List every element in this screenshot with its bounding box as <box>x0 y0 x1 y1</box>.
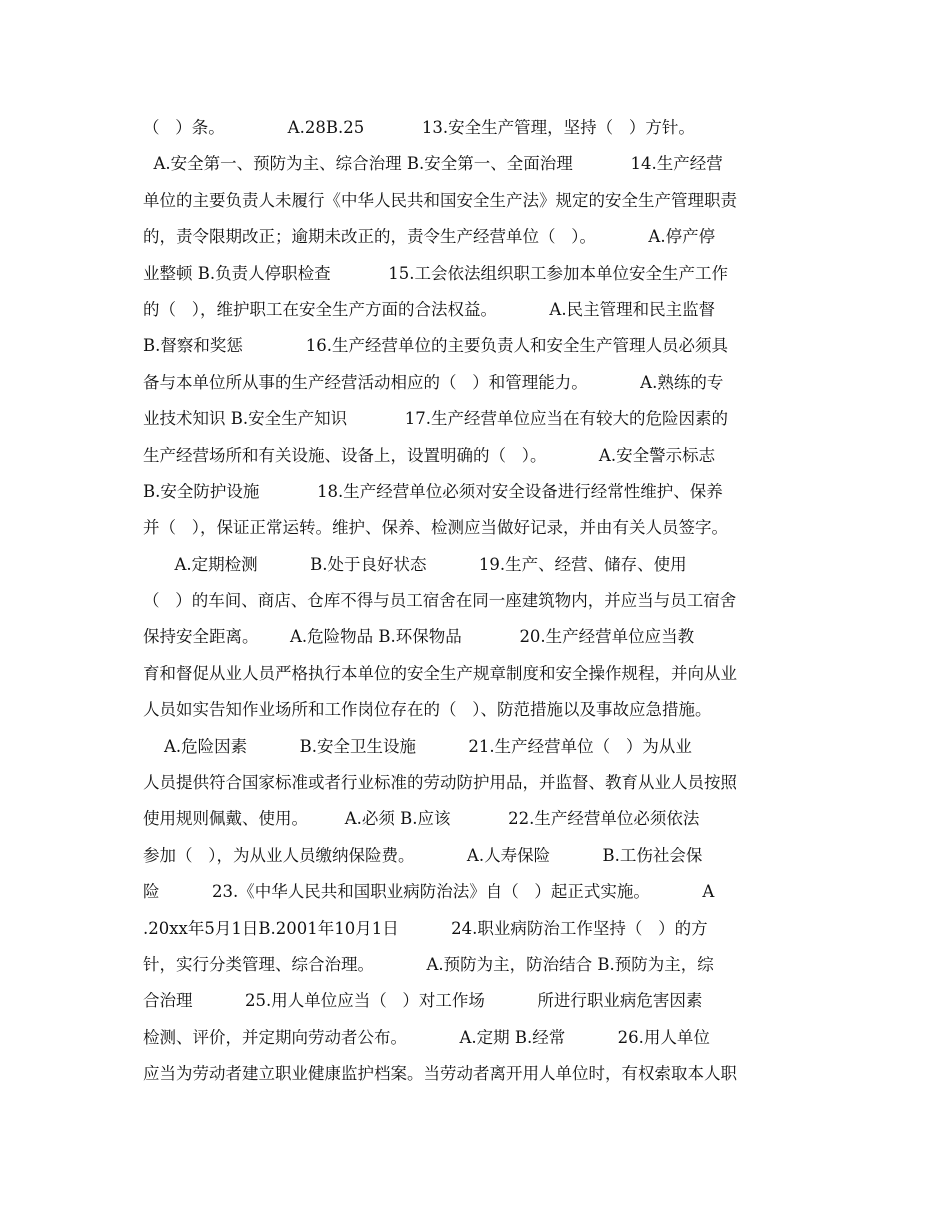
text-line: 并（ ），保证正常运转。维护、保养、检测应当做好记录，并由有关人员签字。 <box>143 518 728 538</box>
text-line: 参加（ ），为从业人员缴纳保险费。 A.人寿保险 B.工伤社会保 <box>143 845 703 865</box>
text-line: 业整顿 B.负责人停职检查 15.工会依法组织职工参加本单位安全生产工作 <box>143 263 729 283</box>
text-line: 单位的主要负责人未履行《中华人民共和国安全生产法》规定的安全生产管理职责 <box>143 190 737 210</box>
text-line: A.定期检测 B.处于良好状态 19.生产、经营、储存、使用 <box>143 554 687 574</box>
text-line: 育和督促从业人员严格执行本单位的安全生产规章制度和安全操作规程，并向从业 <box>143 663 737 683</box>
text-line: 人员如实告知作业场所和工作岗位存在的（ ）、防范措施以及事故应急措施。 <box>143 700 712 720</box>
text-line: A.安全第一、预防为主、综合治理 B.安全第一、全面治理 14.生产经营 <box>143 154 723 174</box>
text-line: 合治理 25.用人单位应当（ ）对工作场 所进行职业病危害因素 <box>143 991 703 1011</box>
text-line: 险 23.《中华人民共和国职业病防治法》自（ ）起正式实施。 A <box>143 882 715 902</box>
text-line: 的（ ），维护职工在安全生产方面的合法权益。 A.民主管理和民主监督 <box>143 299 716 319</box>
text-line: （ ）条。 A.28B.25 13.安全生产管理，坚持（ ）方针。 <box>143 118 695 137</box>
text-line: B.督察和奖惩 16.生产经营单位的主要负责人和安全生产管理人员必须具 <box>143 336 729 356</box>
text-line: （ ）的车间、商店、仓库不得与员工宿舍在同一座建筑物内，并应当与员工宿舍 <box>143 591 737 611</box>
text-line: 检测、评价，并定期向劳动者公布。 A.定期 B.经常 26.用人单位 <box>143 1027 710 1047</box>
text-line: B.安全防护设施 18.生产经营单位必须对安全设备进行经常性维护、保养 <box>143 481 723 501</box>
text-line: 应当为劳动者建立职业健康监护档案。当劳动者离开用人单位时，有权索取本人职 <box>143 1064 737 1084</box>
text-line: 备与本单位所从事的生产经营活动相应的（ ）和管理能力。 A.熟练的专 <box>143 372 724 392</box>
document-body <box>143 110 815 1093</box>
text-line: .20xx年5月1日B.2001年10月1日 24.职业病防治工作坚持（ ）的方 <box>143 918 708 938</box>
text-line: 的，责令限期改正；逾期未改正的，责令生产经营单位（ ）。 A.停产停 <box>143 227 716 247</box>
text-line: 使用规则佩戴、使用。 A.必须 B.应该 22.生产经营单位必须依法 <box>143 809 700 829</box>
text-line: 人员提供符合国家标准或者行业标准的劳动防护用品，并监督、教育从业人员按照 <box>143 773 737 793</box>
text-line: 针，实行分类管理、综合治理。 A.预防为主，防治结合 B.预防为主，综 <box>143 954 714 974</box>
text-line: 业技术知识 B.安全生产知识 17.生产经营单位应当在有较大的危险因素的 <box>143 409 729 429</box>
text-line: A.危险因素 B.安全卫生设施 21.生产经营单位（ ）为从业 <box>143 736 692 756</box>
text-line: 保持安全距离。 A.危险物品 B.环保物品 20.生产经营单位应当教 <box>143 627 695 647</box>
text-line: 生产经营场所和有关设施、设备上，设置明确的（ ）。 A.安全警示标志 <box>143 445 716 465</box>
